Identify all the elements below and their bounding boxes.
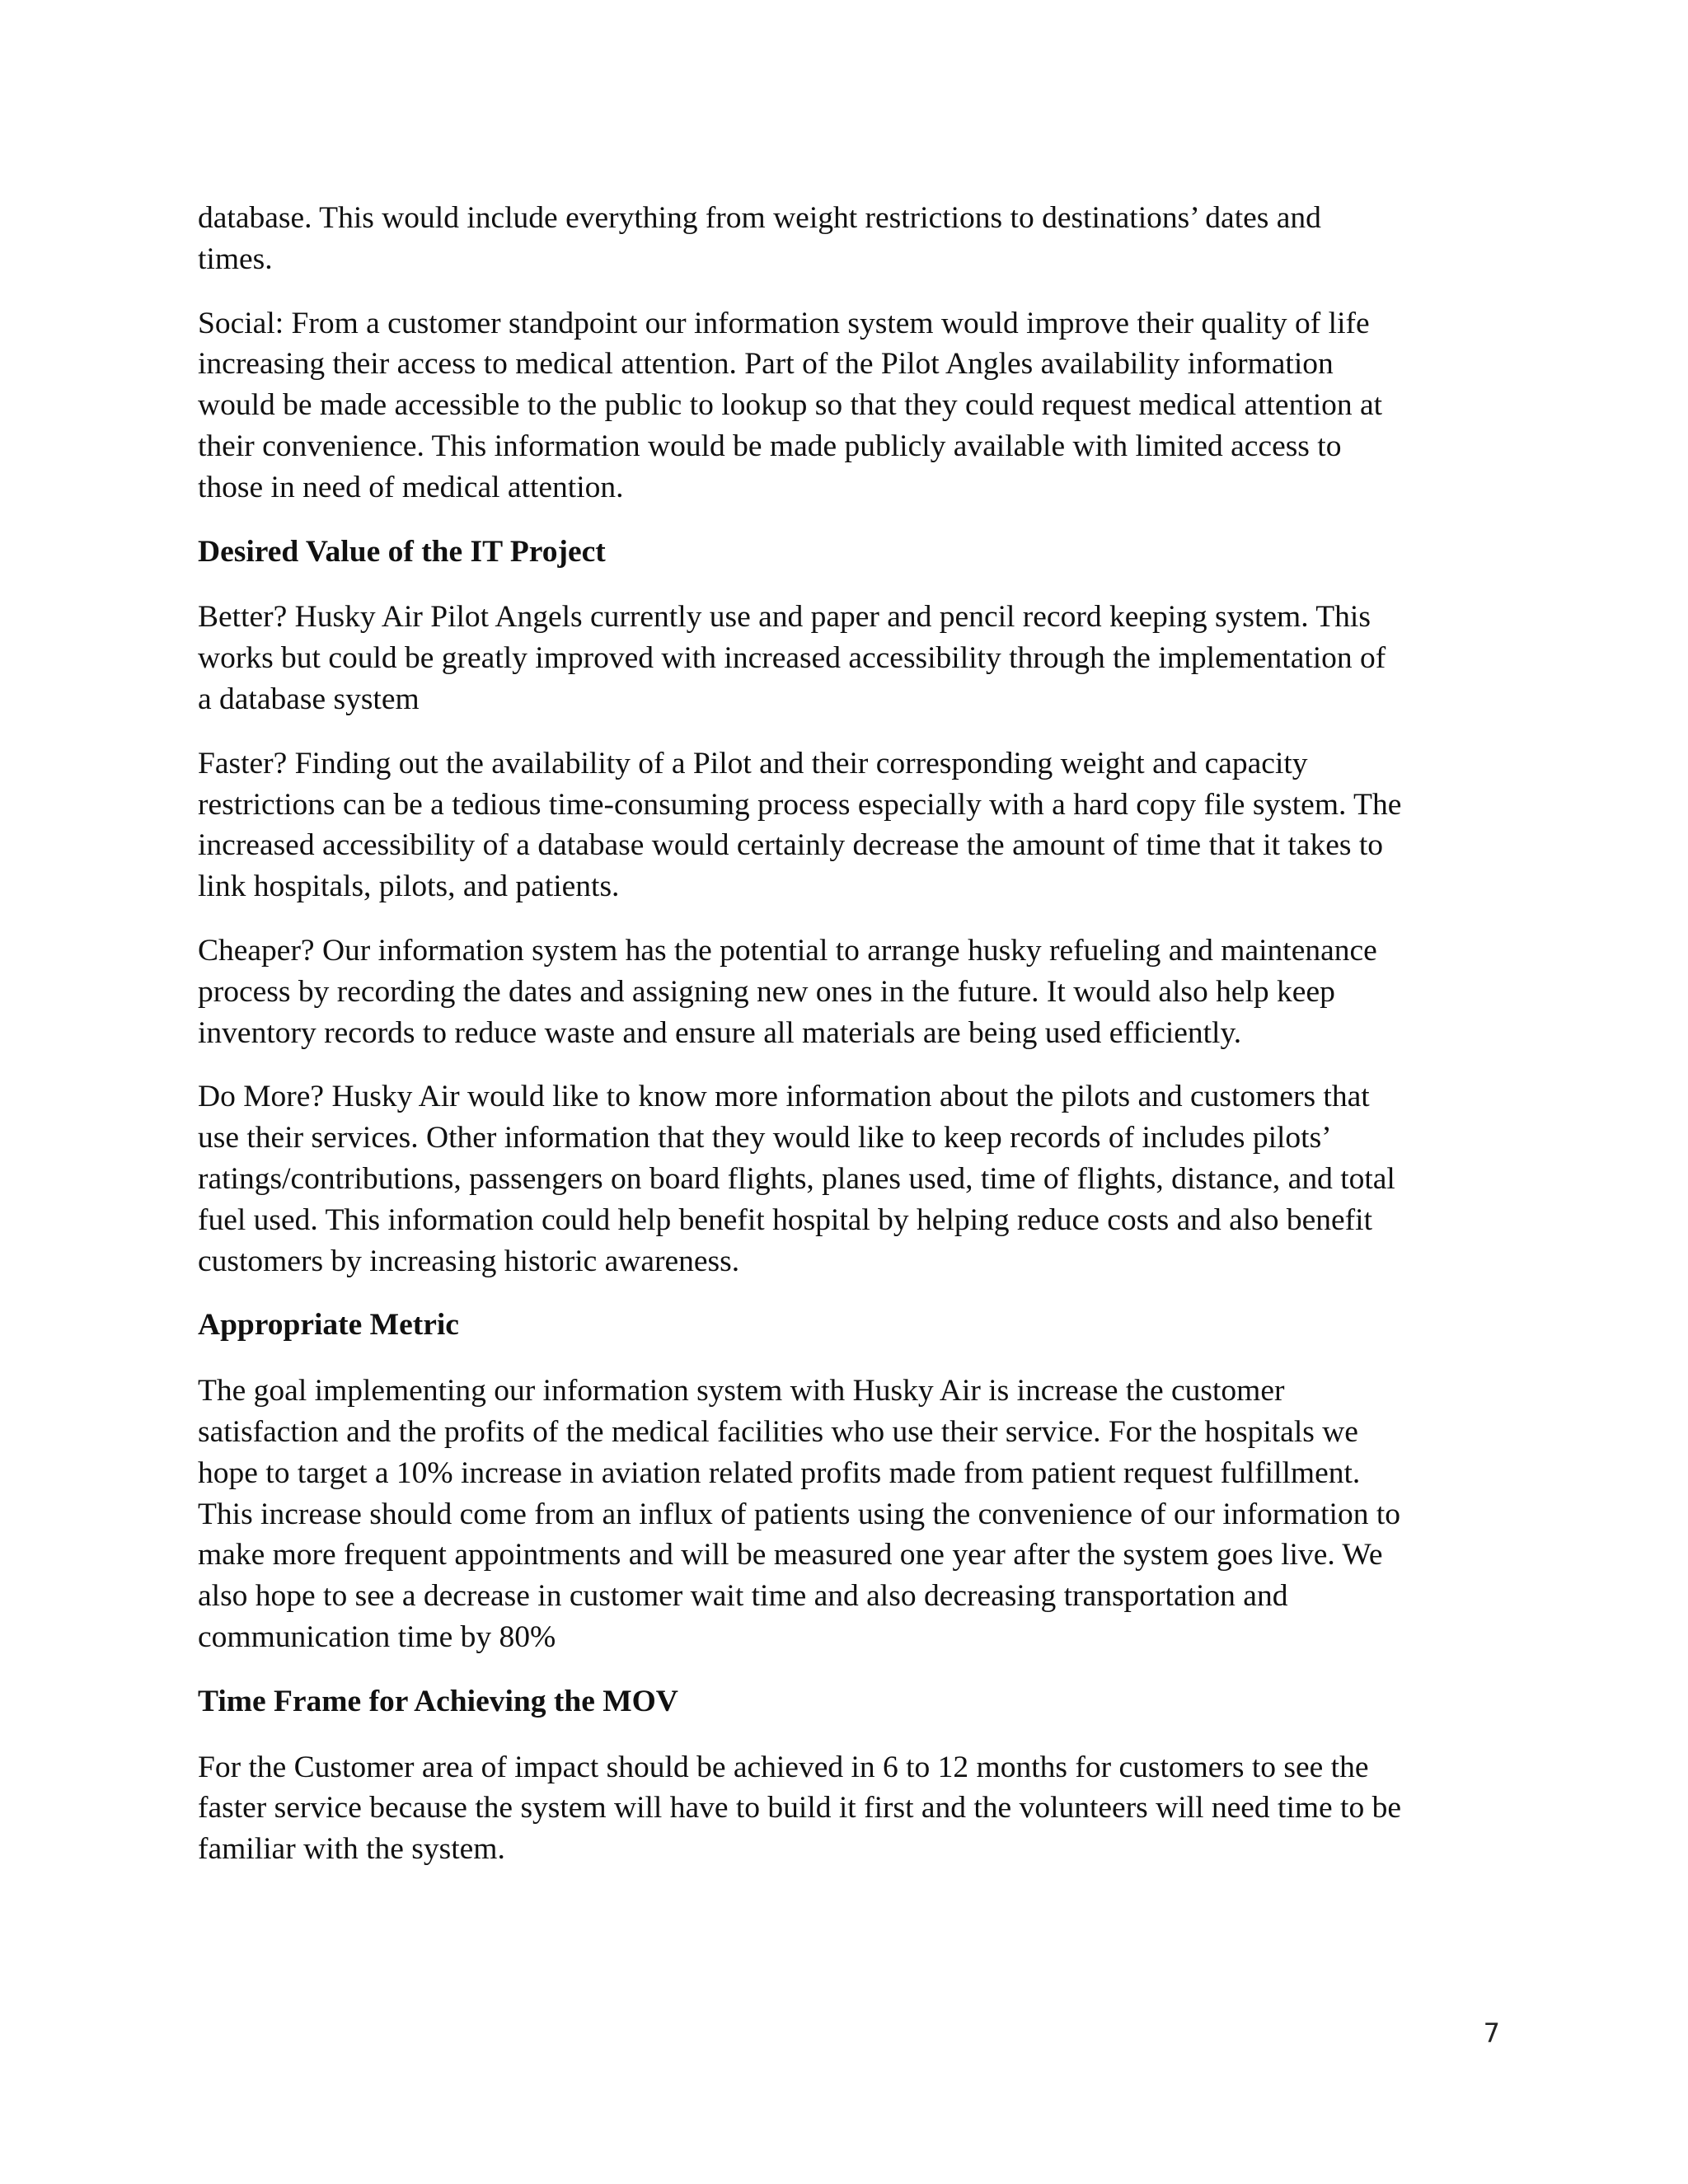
section-heading: Desired Value of the IT Project: [198, 534, 606, 569]
page-number: 7: [1483, 2018, 1500, 2049]
text-line: increasing their access to medical attention. Part of the Pilot Angles availability information: [198, 347, 1334, 382]
text-line: Cheaper? Our information system has the potential to arrange husky refueling and maintenance: [198, 933, 1377, 968]
body-paragraph: [198, 1371, 1500, 1658]
body-paragraph: [198, 1076, 1500, 1282]
text-line: link hospitals, pilots, and patients.: [198, 869, 620, 904]
text-line: their convenience. This information would be made publicly available with limited access to: [198, 429, 1342, 463]
text-line: make more frequent appointments and will be measured one year after the system goes live. We: [198, 1538, 1383, 1572]
text-line: faster service because the system will have to build it first and the volunteers will need time to be: [198, 1791, 1401, 1825]
text-line: inventory records to reduce waste and ensure all materials are being used efficiently.: [198, 1015, 1242, 1050]
text-line: This increase should come from an influx of patients using the convenience of our information to: [198, 1497, 1400, 1531]
text-line: familiar with the system.: [198, 1832, 505, 1867]
body-paragraph: [198, 930, 1500, 1053]
text-line: database. This would include everything from weight restrictions to destinations’ dates and: [198, 201, 1321, 235]
body-paragraph: [198, 198, 1500, 280]
text-line: would be made accessible to the public to lookup so that they could request medical attention at: [198, 388, 1383, 423]
text-line: times.: [198, 241, 273, 276]
body-paragraph: [198, 743, 1500, 907]
text-line: communication time by 80%: [198, 1619, 556, 1654]
section-heading: Appropriate Metric: [198, 1308, 459, 1343]
text-line: Do More? Husky Air would like to know more information about the pilots and customers that: [198, 1080, 1370, 1114]
section-heading: Time Frame for Achieving the MOV: [198, 1684, 678, 1718]
text-line: The goal implementing our information system with Husky Air is increase the customer: [198, 1374, 1285, 1408]
text-line: also hope to see a decrease in customer wait time and also decreasing transportation and: [198, 1579, 1288, 1614]
text-line: ratings/contributions, passengers on board flights, planes used, time of flights, distance, and total: [198, 1161, 1395, 1196]
text-line: process by recording the dates and assigning new ones in the future. It would also help keep: [198, 974, 1335, 1009]
body-paragraph: [198, 597, 1500, 719]
text-line: a database system: [198, 682, 420, 716]
text-line: Faster? Finding out the availability of a Pilot and their corresponding weight and capacity: [198, 746, 1308, 780]
text-line: those in need of medical attention.: [198, 470, 624, 504]
text-line: hope to target a 10% increase in aviation related profits made from patient request fulfillment.: [198, 1455, 1361, 1490]
text-line: increased accessibility of a database would certainly decrease the amount of time that it takes to: [198, 828, 1383, 863]
body-paragraph: [198, 303, 1500, 509]
text-line: works but could be greatly improved with increased accessibility through the implementation of: [198, 641, 1386, 676]
text-line: use their services. Other information that they would like to keep records of includes pilots’: [198, 1121, 1332, 1155]
text-line: satisfaction and the profits of the medical facilities who use their service. For the hospitals we: [198, 1414, 1358, 1449]
text-line: restrictions can be a tedious time-consuming process especially with a hard copy file system. The: [198, 787, 1402, 822]
document-body: [198, 198, 1500, 1893]
text-line: Social: From a customer standpoint our information system would improve their quality of life: [198, 306, 1370, 340]
body-paragraph: [198, 1747, 1500, 1870]
text-line: For the Customer area of impact should be achieved in 6 to 12 months for customers to see the: [198, 1750, 1369, 1784]
text-line: Better? Husky Air Pilot Angels currently use and paper and pencil record keeping system. This: [198, 600, 1371, 635]
text-line: customers by increasing historic awareness.: [198, 1244, 740, 1278]
text-line: fuel used. This information could help benefit hospital by helping reduce costs and also benefit: [198, 1202, 1372, 1237]
